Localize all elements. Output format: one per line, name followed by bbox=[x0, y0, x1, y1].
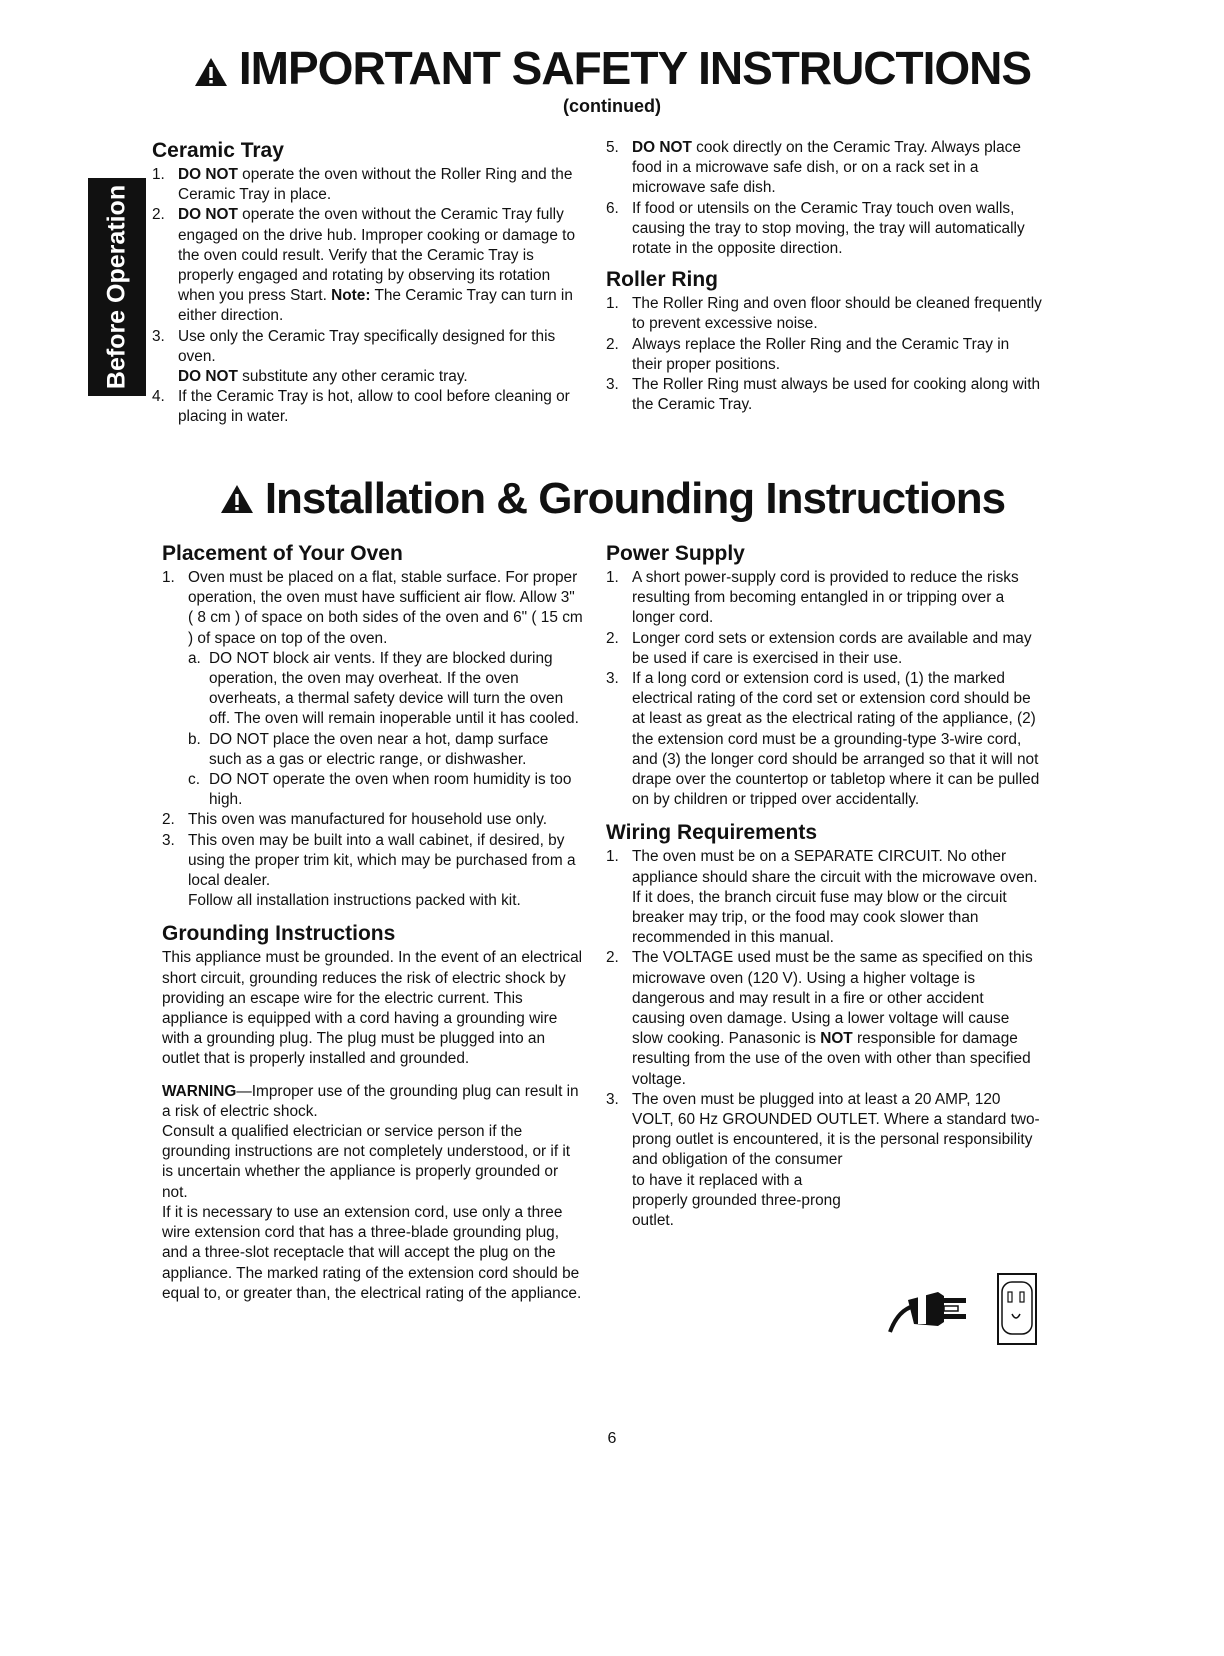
list-item: 2. Always replace the Roller Ring and the Ceramic Tray in their proper positions. bbox=[606, 335, 1010, 373]
wiring-heading: Wiring Requirements bbox=[606, 821, 818, 845]
warning-paragraph: WARNING—Improper use of the grounding plug can result in a risk of electric shock. bbox=[162, 1082, 579, 1120]
grounding-heading: Grounding Instructions bbox=[162, 922, 396, 946]
list-item: 3. Use only the Ceramic Tray specifically designed for this oven. DO NOT substitute any other ceramic tray. bbox=[152, 327, 556, 386]
warning-triangle-icon bbox=[193, 48, 229, 96]
sub-item: c. DO NOT operate the oven when room humidity is too high. bbox=[188, 771, 572, 809]
grounding-paragraph: If it is necessary to use an extension cord, use only a three wire extension cord that has a three-blade grounding plug, and a three-slot receptacle that will accept the plug on the appliance. The marked rating of the extension cord should be equal to, or greater than, the electrical rating of the appliance. bbox=[162, 1203, 582, 1302]
list-item: 5. DO NOT cook directly on the Ceramic Tray. Always place food in a microwave safe dish, or on a rack set in a microwave safe dish. bbox=[606, 139, 1021, 197]
list-item: 2. Longer cord sets or extension cords are available and may be used if care is exercised in their use. bbox=[606, 629, 1032, 667]
list-item: 2. This oven was manufactured for household use only. bbox=[162, 811, 548, 829]
section-title-text: Installation & Grounding Instructions bbox=[264, 474, 1006, 523]
list-item: 6. If food or utensils on the Ceramic Tray touch oven walls, causing the tray to stop moving, the tray will automatically rotate in the opposite direction. bbox=[606, 199, 1025, 258]
roller-ring-heading: Roller Ring bbox=[606, 268, 719, 292]
ceramic-tray-heading: Ceramic Tray bbox=[152, 139, 284, 162]
list-item: 1. Oven must be placed on a flat, stable surface. For proper operation, the oven must have sufficient air flow. Allow 3" ( 8 cm ) of space on both sides of the oven and 6" ( 15 cm ) of space on top of the oven. bbox=[162, 569, 583, 647]
grounding-paragraph: This appliance must be grounded. In the event of an electrical short circuit, grounding reduces the risk of electric shock by providing an escape wire for the electric current. This appliance is equipped with a cord having a grounding wire with a grounding plug. The plug must be plugged into an outlet that is properly installed and grounded. bbox=[162, 949, 583, 1068]
sub-item: a. DO NOT block air vents. If they are blocked during operation, the oven may overheat. If the oven overheats, a thermal safety device will turn the oven off. The oven will remain inoperable until it has cooled. bbox=[188, 649, 579, 728]
grounded-plug-illustration bbox=[888, 1270, 1038, 1353]
list-item: 1. A short power-supply cord is provided to reduce the risks resulting from becoming entangled in or tripping over a longer cord. bbox=[606, 569, 1019, 627]
placement-section bbox=[162, 541, 584, 1304]
list-item: 1. The oven must be on a SEPARATE CIRCUIT. No other appliance should share the circuit with the microwave oven. If it does, the branch circuit fuse may blow or the circuit breaker may trip, or the food may cook slower than recommended in this manual. bbox=[606, 848, 1038, 947]
side-tab bbox=[88, 178, 146, 396]
page-title bbox=[0, 44, 1224, 96]
placement-heading: Placement of Your Oven bbox=[162, 542, 403, 565]
page-title-text: IMPORTANT SAFETY INSTRUCTIONS bbox=[238, 42, 1032, 94]
ceramic-tray-continued bbox=[606, 138, 1042, 415]
list-item: 1. The Roller Ring and oven floor should be cleaned frequently to prevent excessive noise. bbox=[606, 295, 1042, 333]
page-subtitle: (continued) bbox=[563, 96, 661, 116]
grounding-paragraph: Consult a qualified electrician or service person if the grounding instructions are not completely understood, or if it is uncertain whether the appliance is properly grounded or not. bbox=[162, 1123, 571, 1201]
warning-triangle-icon bbox=[219, 477, 255, 525]
sub-item: b. DO NOT place the oven near a hot, damp surface such as a gas or electric range, or dishwasher. bbox=[188, 730, 549, 768]
list-item: 4. If the Ceramic Tray is hot, allow to cool before cleaning or placing in water. bbox=[152, 388, 570, 426]
list-item: 3. If a long cord or extension cord is used, (1) the marked electrical rating of the cord set or extension cord should be at least as great as the electrical rating of the appliance, (2) the extension cord must be a grounding-type 3-wire cord, and (3) the longer cord should be arranged so that it will not drape over the countertop or tabletop where it can be pulled on by children or tripped over accidentally. bbox=[606, 670, 1040, 809]
power-supply-heading: Power Supply bbox=[606, 542, 745, 565]
three-prong-plug-icon bbox=[888, 1270, 1038, 1348]
ceramic-tray-section bbox=[152, 138, 580, 428]
list-item: 2. The VOLTAGE used must be the same as specified on this microwave oven (120 V). Using a higher voltage is dangerous and may result in a fire or other accident causing oven damage. Using a lower voltage will cause slow cooking. Panasonic is NOT responsible for damage resulting from the use of the oven with other than specified voltage. bbox=[606, 949, 1033, 1088]
list-item: 3. The oven must be plugged into at least a 20 AMP, 120 VOLT, 60 Hz GROUNDED OUTLET. Where a standard two-prong outlet is encountered, it is the personal responsibility and obligation of the consumer to have it replaced with a properly grounded three-prong outlet. bbox=[606, 1090, 1040, 1230]
power-section bbox=[606, 541, 1040, 1231]
list-item: 2. DO NOT operate the oven without the Ceramic Tray fully engaged on the drive hub. Improper cooking or damage to the oven could result. Verify that the Ceramic Tray is properly engaged and rotating by observing its rotation when you press Start. Note: The Ceramic Tray can turn in either direction. bbox=[152, 206, 576, 325]
list-item: 1. DO NOT operate the oven without the Roller Ring and the Ceramic Tray in place. bbox=[152, 166, 573, 204]
list-item: 3. This oven may be built into a wall cabinet, if desired, by using the proper trim kit, which may be purchased from a local dealer. Follow all installation instructions packed with kit. bbox=[162, 831, 576, 910]
section-title bbox=[0, 475, 1224, 525]
list-item: 3. The Roller Ring must always be used for cooking along with the Ceramic Tray. bbox=[606, 376, 1041, 414]
side-tab-label: Before Operation bbox=[102, 184, 131, 390]
page-number: 6 bbox=[607, 1430, 617, 1447]
